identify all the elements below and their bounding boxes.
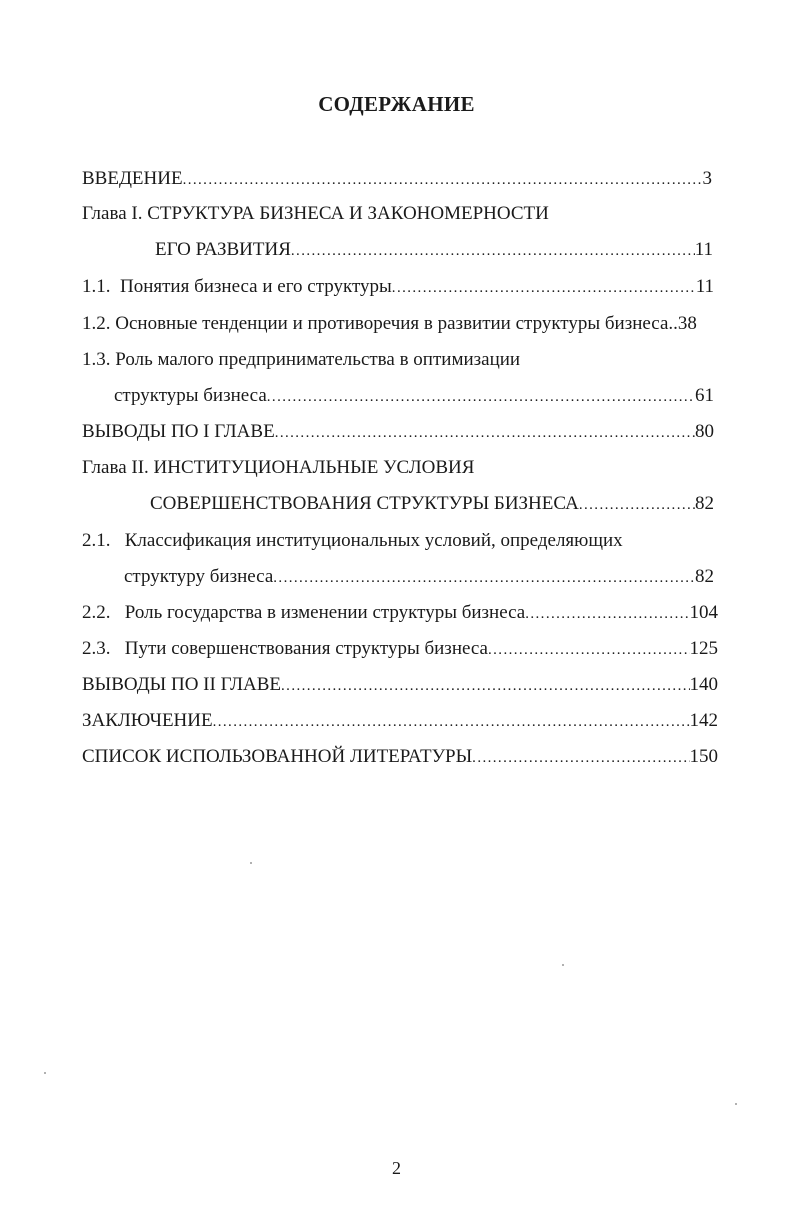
toc-label [82,602,525,624]
toc-entry-bibliography [82,746,718,768]
toc-entry-conclusions-1 [82,421,714,443]
toc-label: ВЫВОДЫ ПО II ГЛАВЕ [82,674,282,695]
toc-page: 11 [695,276,714,297]
toc-entry-intro [82,168,712,190]
toc-label: ВЫВОДЫ ПО I ГЛАВЕ [82,421,275,442]
leader-dots [291,243,695,260]
toc-page: 80 [695,421,714,442]
leader-dots [472,750,689,767]
section-number: 2.3. [82,638,111,659]
leader-dots [488,642,690,659]
scan-speck [562,964,564,966]
toc-label [82,276,392,298]
leader-dots [275,425,695,442]
toc-entry-1-3-line1: 1.3. Роль малого предпринимательства в оптимизации [82,349,521,370]
toc-page: 125 [689,638,718,659]
toc-label: ЕГО РАЗВИТИЯ [155,239,291,260]
leader-dots [183,172,703,189]
scan-speck [735,1103,737,1105]
toc-page: 142 [689,710,718,731]
toc-page: 82 [695,493,714,514]
section-number: 1.1. [82,276,111,297]
toc-page: 11 [694,239,713,260]
leader-dots [273,570,695,587]
toc-label: структуру бизнеса [124,566,274,587]
toc-label: ЗАКЛЮЧЕНИЕ [82,710,213,731]
toc-chapter2-heading: Глава II. ИНСТИТУЦИОНАЛЬНЫЕ УСЛОВИЯ [82,457,475,478]
scan-speck [44,1072,46,1074]
scan-speck [250,862,252,864]
leader-dots [267,389,695,406]
toc-entry-2-3 [82,638,718,660]
toc-entry-2-2 [82,602,718,624]
toc-page: 150 [689,746,718,767]
page-number: 2 [392,1158,401,1178]
toc-entry-conclusion [82,710,718,732]
leader-dots [579,497,695,514]
toc-label [82,638,488,660]
toc-page: 61 [695,385,714,406]
section-title: Классификация институциональных условий, определяющих [124,530,623,551]
toc-entry-chapter1 [155,239,713,261]
toc-page: 82 [695,566,714,587]
page-title: СОДЕРЖАНИЕ [318,92,475,116]
leader-dots [281,678,689,695]
toc-entry-1-2: 1.2. Основные тенденции и противоречия в развитии структуры бизнеса..38 [82,313,697,334]
toc-page: 3 [702,168,712,189]
leader-dots [525,606,689,623]
toc-entry-2-1-line1 [82,530,623,552]
toc-label: структуры бизнеса [114,385,267,406]
toc-label: ВВЕДЕНИЕ [82,168,183,189]
toc-entry-2-1 [124,566,714,588]
toc-entry-conclusions-2 [82,674,718,696]
toc-entry-1-1 [82,276,714,298]
toc-entry-1-3 [114,385,714,407]
toc-entry-chapter2 [150,493,714,515]
toc-label: СПИСОК ИСПОЛЬЗОВАННОЙ ЛИТЕРАТУРЫ [82,746,473,767]
section-title: Пути совершенствования структуры бизнеса [124,638,488,659]
section-title: Роль государства в изменении структуры бизнеса [124,602,526,623]
toc-chapter1-heading: Глава I. СТРУКТУРА БИЗНЕСА И ЗАКОНОМЕРНОСТИ [82,203,549,224]
section-title: Понятия бизнеса и его структуры [120,276,392,297]
section-number: 2.2. [82,602,111,623]
leader-dots [392,280,696,297]
toc-page: 140 [689,674,718,695]
section-number: 2.1. [82,530,111,551]
leader-dots [213,714,690,731]
toc-label: СОВЕРШЕНСТВОВАНИЯ СТРУКТУРЫ БИЗНЕСА [150,493,579,514]
toc-page: 104 [689,602,718,623]
